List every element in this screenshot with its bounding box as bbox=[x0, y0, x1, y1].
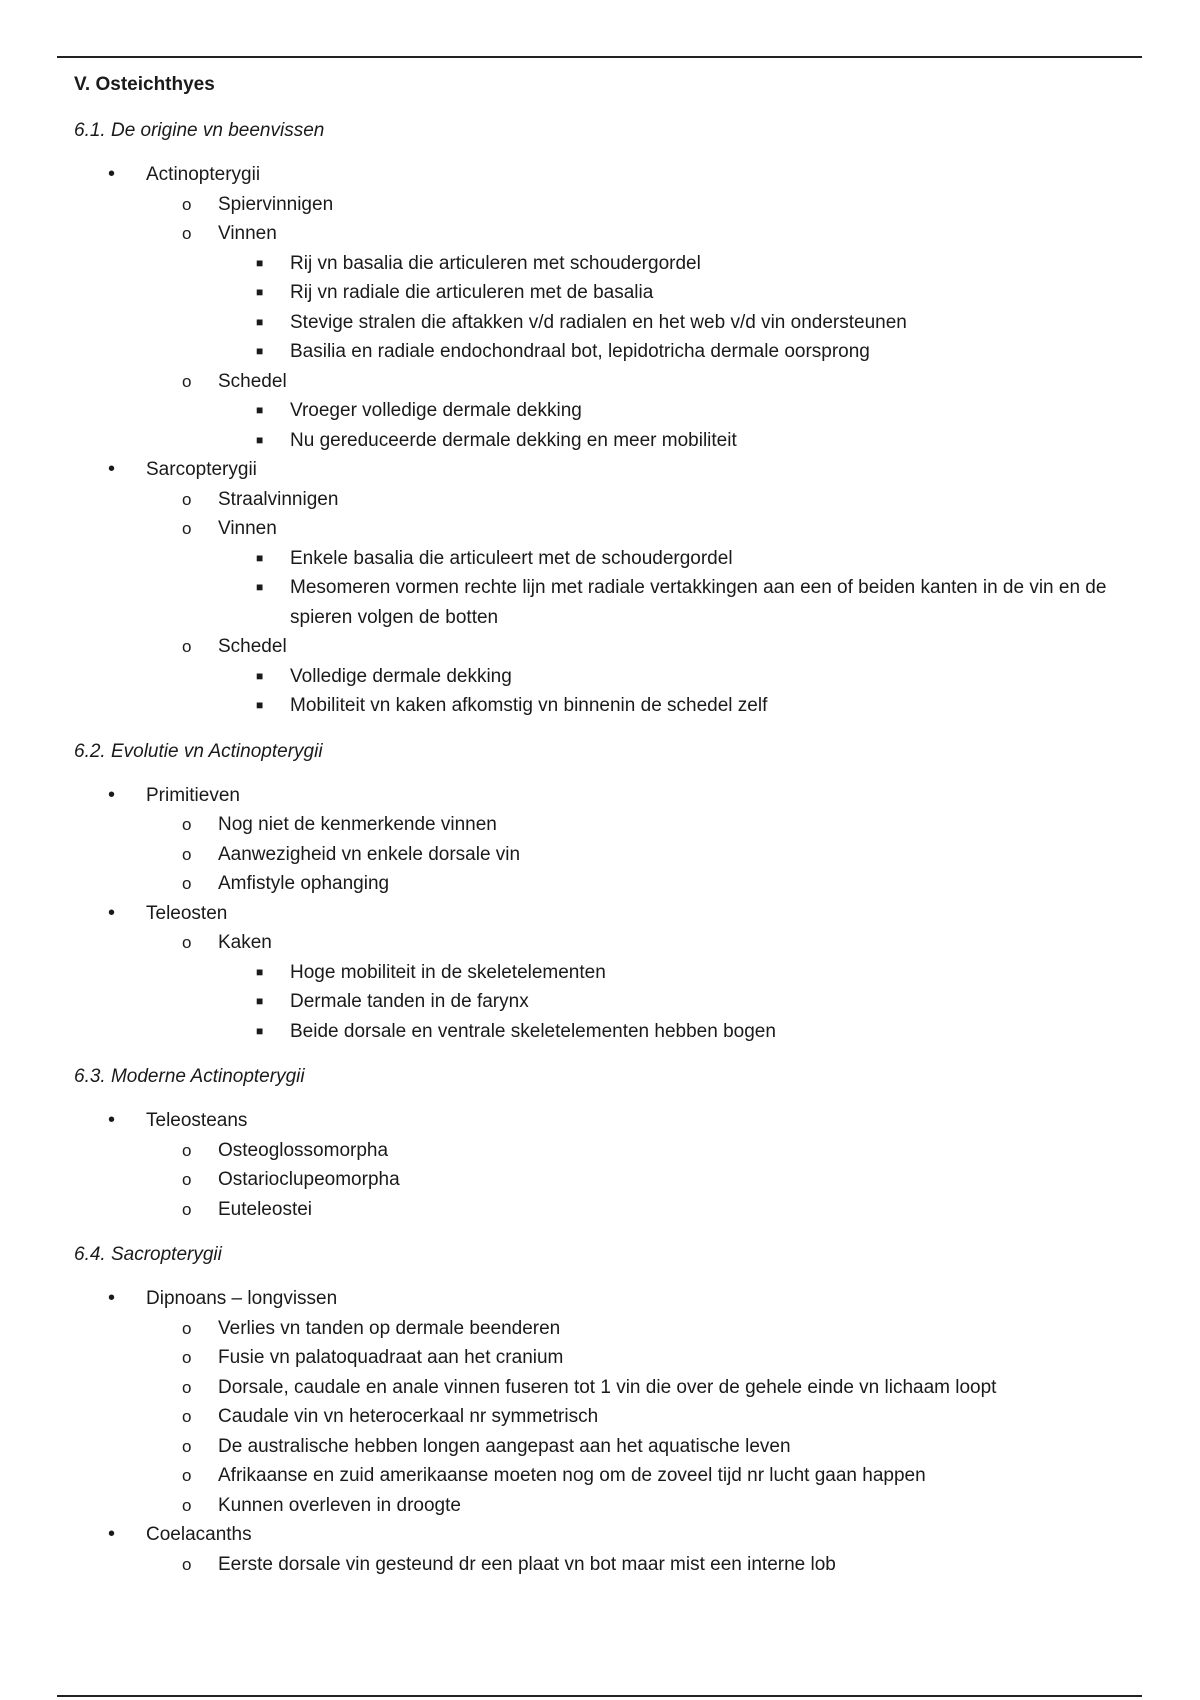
list-item bbox=[74, 190, 1134, 220]
list-item-text: Vroeger volledige dermale dekking bbox=[290, 400, 582, 421]
bullet-square-icon: ■ bbox=[256, 344, 264, 358]
bullet-dot-icon: • bbox=[108, 1109, 116, 1131]
list-item bbox=[74, 1195, 1134, 1225]
list-item-text: Mesomeren vormen rechte lijn met radiale vertakkingen aan een of beiden kanten in de vin en de spieren volgen de botten bbox=[290, 577, 1107, 628]
bullet-circle-icon: o bbox=[182, 1199, 192, 1219]
bullet-dot-icon: • bbox=[108, 458, 116, 480]
list-item-text: Euteleostei bbox=[218, 1198, 313, 1220]
bullet-square-icon: ■ bbox=[256, 403, 264, 417]
list-item-text: Dorsale, caudale en anale vinnen fuseren tot 1 vin die over de gehele einde vn lichaam loopt bbox=[218, 1376, 997, 1398]
list-item-text: Beide dorsale en ventrale skeletelementen hebben bogen bbox=[290, 1020, 776, 1042]
list-item-text: Vinnen bbox=[218, 223, 277, 244]
bullet-square-icon: ■ bbox=[256, 964, 264, 979]
list-item bbox=[74, 1373, 1134, 1403]
bullet-square-icon: ■ bbox=[256, 668, 264, 683]
bullet-circle-icon: o bbox=[182, 224, 192, 243]
section-heading: 6.4. Sacropterygii bbox=[74, 1244, 222, 1265]
bullet-square-icon: ■ bbox=[256, 314, 264, 329]
bullet-circle-icon: o bbox=[182, 489, 192, 509]
list-item bbox=[74, 632, 1134, 662]
list-item bbox=[74, 1491, 1134, 1521]
list-item bbox=[74, 219, 1134, 249]
list-item bbox=[74, 662, 1134, 692]
list-item-text: Aanwezigheid vn enkele dorsale vin bbox=[218, 843, 521, 865]
bullet-square-icon: ■ bbox=[256, 580, 264, 594]
list-item-text: Vinnen bbox=[218, 518, 277, 539]
list-item-text: Kunnen overleven in droogte bbox=[218, 1494, 461, 1516]
bullet-circle-icon: o bbox=[182, 194, 192, 214]
bullet-circle-icon: o bbox=[182, 933, 192, 952]
list-item bbox=[74, 810, 1134, 840]
list-item-text: Mobiliteit vn kaken afkomstig vn binnenin de schedel zelf bbox=[290, 695, 768, 716]
bullet-circle-icon: o bbox=[182, 1466, 192, 1485]
bullet-square-icon: ■ bbox=[256, 432, 264, 447]
list-item-text: Coelacanths bbox=[146, 1524, 252, 1545]
list-item-text: Dipnoans – longvissen bbox=[146, 1288, 338, 1309]
list-item bbox=[74, 1461, 1134, 1491]
list-item-text: Rij vn basalia die articuleren met schoudergordel bbox=[290, 252, 701, 274]
list-item-text: Sarcopterygii bbox=[146, 459, 257, 480]
list-item-text: Schedel bbox=[218, 370, 287, 392]
list-item bbox=[74, 1284, 1134, 1314]
list-item bbox=[74, 1106, 1134, 1136]
list-item bbox=[74, 928, 1134, 958]
list-item-text: Stevige stralen die aftakken v/d radialen en het web v/d vin ondersteunen bbox=[290, 311, 907, 333]
list-item bbox=[74, 308, 1134, 338]
list-item bbox=[74, 1343, 1134, 1373]
list-item bbox=[74, 1432, 1134, 1462]
list-item bbox=[74, 1402, 1134, 1432]
bullet-circle-icon: o bbox=[182, 1348, 192, 1367]
list-item-text: Schedel bbox=[218, 636, 287, 657]
bullet-dot-icon: • bbox=[108, 163, 116, 185]
list-item bbox=[74, 1314, 1134, 1344]
list-item-text: Osteoglossomorpha bbox=[218, 1139, 389, 1161]
bullet-square-icon: ■ bbox=[256, 285, 264, 299]
bullet-dot-icon: • bbox=[108, 1523, 116, 1545]
list-item-text: Ostarioclupeomorpha bbox=[218, 1169, 400, 1190]
list-item bbox=[74, 396, 1134, 426]
list-item bbox=[74, 1136, 1134, 1166]
list-item bbox=[74, 869, 1134, 899]
list-item-text: Teleosten bbox=[146, 902, 228, 924]
bottom-rule bbox=[57, 1695, 1142, 1697]
list-item-text: Rij vn radiale die articuleren met de basalia bbox=[290, 282, 654, 303]
bullet-circle-icon: o bbox=[182, 519, 192, 538]
bullet-circle-icon: o bbox=[182, 815, 192, 834]
list-item-text: De australische hebben longen aangepast aan het aquatische leven bbox=[218, 1435, 791, 1457]
list-item bbox=[74, 691, 1134, 721]
list-item bbox=[74, 278, 1134, 308]
list-item bbox=[74, 485, 1134, 515]
list-item bbox=[74, 781, 1134, 811]
list-item-text: Volledige dermale dekking bbox=[290, 665, 512, 687]
list-item-text: Kaken bbox=[218, 932, 272, 953]
list-item-text: Hoge mobiliteit in de skeletelementen bbox=[290, 961, 606, 983]
list-item-text: Caudale vin vn heterocerkaal nr symmetrisch bbox=[218, 1406, 599, 1427]
list-item bbox=[74, 1550, 1134, 1580]
bullet-circle-icon: o bbox=[182, 1407, 192, 1426]
section bbox=[74, 1064, 1134, 1224]
list-item bbox=[74, 160, 1134, 190]
bullet-circle-icon: o bbox=[182, 1377, 192, 1397]
bullet-circle-icon: o bbox=[182, 1140, 192, 1160]
list-item-text: Eerste dorsale vin gesteund dr een plaat vn bot maar mist een interne lob bbox=[218, 1553, 836, 1575]
list-item-text: Nu gereduceerde dermale dekking en meer mobiliteit bbox=[290, 429, 737, 451]
bullet-circle-icon: o bbox=[182, 371, 192, 391]
list-item bbox=[74, 899, 1134, 929]
list-item-text: Dermale tanden in de farynx bbox=[290, 991, 529, 1012]
top-rule bbox=[57, 56, 1142, 58]
list-item bbox=[74, 1017, 1134, 1047]
list-item bbox=[74, 840, 1134, 870]
list-item bbox=[74, 573, 1134, 632]
section-heading: 6.3. Moderne Actinopterygii bbox=[74, 1066, 305, 1087]
bullet-square-icon: ■ bbox=[256, 994, 264, 1008]
bullet-square-icon: ■ bbox=[256, 255, 264, 270]
bullet-circle-icon: o bbox=[182, 1170, 192, 1189]
list-item-text: Straalvinnigen bbox=[218, 488, 339, 510]
list-item-text: Afrikaanse en zuid amerikaanse moeten nog om de zoveel tijd nr lucht gaan happen bbox=[218, 1465, 926, 1486]
list-item-text: Basilia en radiale endochondraal bot, lepidotricha dermale oorsprong bbox=[290, 341, 870, 362]
bullet-square-icon: ■ bbox=[256, 1023, 264, 1038]
bullet-circle-icon: o bbox=[182, 1495, 192, 1515]
bullet-dot-icon: • bbox=[108, 1287, 116, 1309]
bullet-square-icon: ■ bbox=[256, 550, 264, 565]
list-item bbox=[74, 514, 1134, 544]
section bbox=[74, 739, 1134, 1047]
bullet-circle-icon: o bbox=[182, 1318, 192, 1338]
list-item-text: Actinopterygii bbox=[146, 164, 261, 185]
bullet-circle-icon: o bbox=[182, 1436, 192, 1456]
list-item bbox=[74, 1520, 1134, 1550]
list-item bbox=[74, 455, 1134, 485]
bullet-circle-icon: o bbox=[182, 844, 192, 864]
bullet-square-icon: ■ bbox=[256, 698, 264, 712]
list-item bbox=[74, 987, 1134, 1017]
list-item bbox=[74, 337, 1134, 367]
bullet-circle-icon: o bbox=[182, 1554, 192, 1574]
section bbox=[74, 1242, 1134, 1579]
list-item-text: Fusie vn palatoquadraat aan het cranium bbox=[218, 1347, 564, 1368]
document-body bbox=[74, 72, 1134, 1597]
bullet-dot-icon: • bbox=[108, 783, 116, 806]
bullet-dot-icon: • bbox=[108, 901, 116, 924]
bullet-circle-icon: o bbox=[182, 637, 192, 656]
list-item bbox=[74, 958, 1134, 988]
page-title: V. Osteichthyes bbox=[74, 74, 215, 95]
section-heading: 6.2. Evolutie vn Actinopterygii bbox=[74, 740, 323, 762]
list-item bbox=[74, 1165, 1134, 1195]
list-item bbox=[74, 249, 1134, 279]
list-item-text: Verlies vn tanden op dermale beenderen bbox=[218, 1317, 561, 1339]
list-item-text: Teleosteans bbox=[146, 1110, 248, 1131]
list-item bbox=[74, 544, 1134, 574]
bullet-circle-icon: o bbox=[182, 874, 192, 893]
list-item-text: Enkele basalia die articuleert met de schoudergordel bbox=[290, 547, 733, 569]
section-heading: 6.1. De origine vn beenvissen bbox=[74, 120, 325, 141]
sections-container bbox=[74, 118, 1134, 1579]
list-item-text: Amfistyle ophanging bbox=[218, 873, 390, 894]
list-item-text: Spiervinnigen bbox=[218, 193, 334, 215]
list-item-text: Primitieven bbox=[146, 784, 240, 806]
section bbox=[74, 118, 1134, 721]
list-item bbox=[74, 426, 1134, 456]
list-item-text: Nog niet de kenmerkende vinnen bbox=[218, 814, 497, 835]
list-item bbox=[74, 367, 1134, 397]
